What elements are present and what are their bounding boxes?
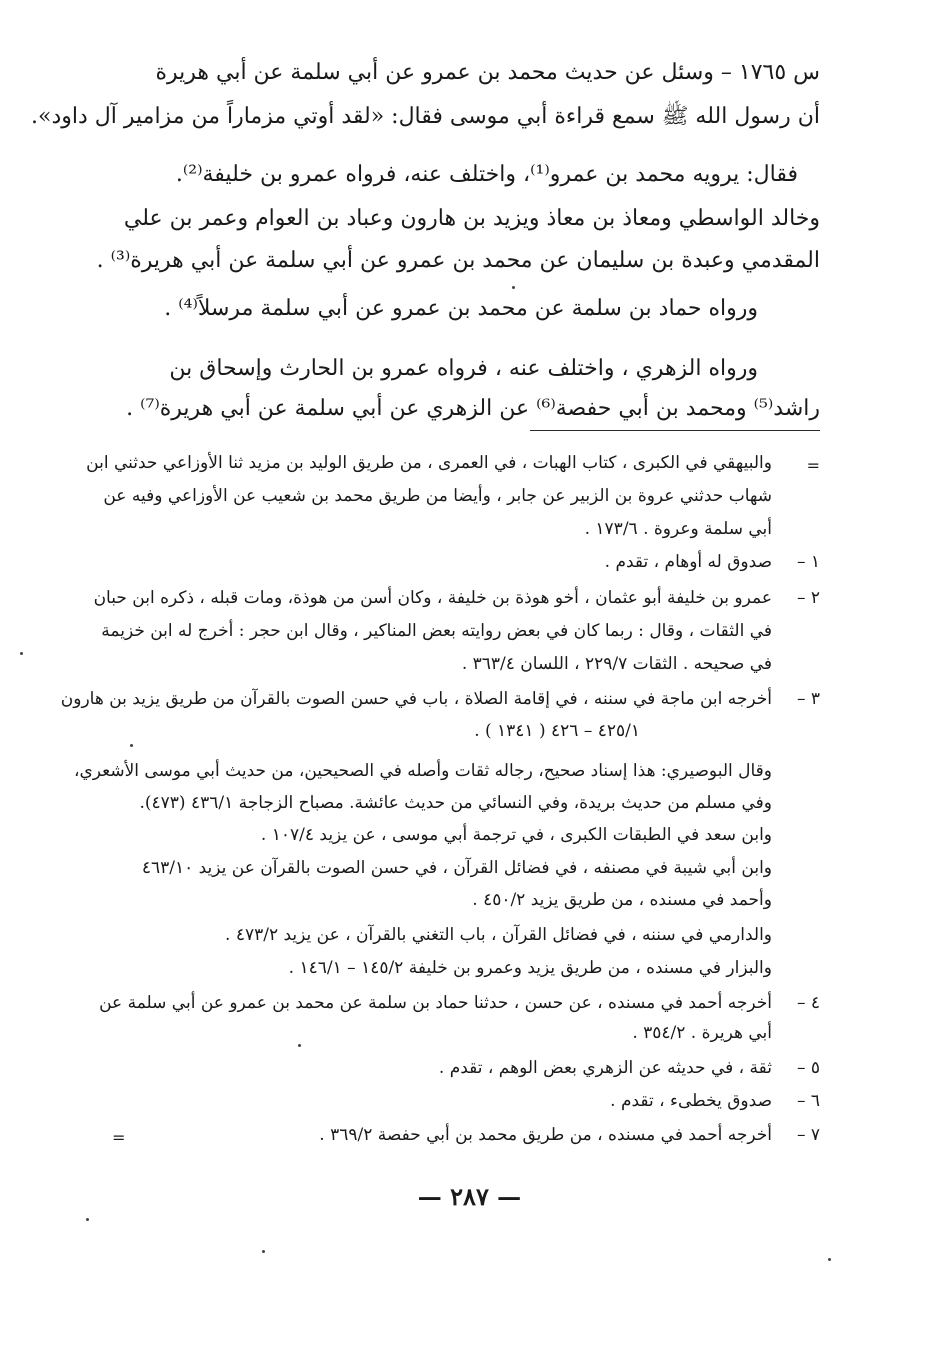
footnote-number: ٤ –: [796, 993, 820, 1013]
main-line: ورواه حماد بن سلمة عن محمد بن عمرو عن أبي سلمة مرسلاً⁽⁴⁾ .: [164, 296, 758, 321]
scan-speck: [86, 1218, 89, 1221]
footnote-number: ٥ –: [796, 1058, 820, 1078]
footnote-line: صدوق يخطىء ، تقدم .: [610, 1091, 772, 1111]
footnote-number: ٣ –: [796, 689, 820, 709]
bottom-marker: =: [112, 1128, 126, 1147]
footnote-number: ١ –: [796, 552, 820, 572]
scan-speck: [828, 1258, 831, 1261]
scan-speck: [512, 286, 515, 289]
footnote-line: وابن سعد في الطبقات الكبرى ، في ترجمة أبي موسى ، عن يزيد ١٠٧/٤ .: [260, 825, 772, 845]
footnote-line: صدوق له أوهام ، تقدم .: [604, 552, 772, 572]
main-line: س ١٧٦٥ – وسئل عن حديث محمد بن عمرو عن أبي سلمة عن أبي هريرة: [155, 60, 820, 85]
footnote-number: ٦ –: [796, 1091, 820, 1111]
main-line: المقدمي وعبدة بن سليمان عن محمد بن عمرو عن أبي سلمة عن أبي هريرة⁽³⁾ .: [96, 248, 820, 273]
page-number: — ٢٨٧ —: [417, 1182, 522, 1211]
footnote-separator: [530, 430, 820, 431]
footnote-line: ٤٢٥/١ – ٤٢٦ ( ١٣٤١ ) .: [474, 721, 640, 741]
footnote-line: وابن أبي شيبة في مصنفه ، في فضائل القرآن ، في حسن الصوت بالقرآن عن يزيد ٤٦٣/١٠: [141, 858, 772, 878]
main-line: راشد⁽⁵⁾ ومحمد بن أبي حفصة⁽⁶⁾ عن الزهري عن أبي سلمة عن أبي هريرة⁽⁷⁾ .: [126, 396, 820, 421]
scan-speck: [130, 744, 133, 747]
footnote-line: وقال البوصيري: هذا إسناد صحيح، رجاله ثقات وأصله في الصحيحين، من حديث أبي موسى الأشعري،: [73, 761, 772, 781]
continuation-marker: =: [806, 456, 820, 475]
footnote-line: في صحيحه . الثقات ٢٢٩/٧ ، اللسان ٣٦٣/٤ .: [461, 654, 772, 674]
footnote-line: أبي سلمة وعروة . ١٧٣/٦ .: [584, 519, 772, 539]
scan-speck: [298, 1044, 301, 1047]
footnote-line: وفي مسلم من حديث بريدة، وفي النسائي من حديث عائشة. مصباح الزجاجة ٤٣٦/١ (٤٧٣).: [139, 793, 772, 813]
footnote-line: ثقة ، في حديثه عن الزهري بعض الوهم ، تقدم .: [438, 1058, 772, 1078]
main-line: ورواه الزهري ، واختلف عنه ، فرواه عمرو بن الحارث وإسحاق بن: [169, 356, 758, 381]
footnote-line: عمرو بن خليفة أبو عثمان ، أخو هوذة بن خليفة ، وكان أسن من هوذة، ومات قبله ، ذكره ابن حبان: [93, 588, 772, 608]
footnote-line: شهاب حدثني عروة بن الزبير عن جابر ، وأيضا من طريق محمد بن شعيب عن الأوزاعي وفيه عن: [103, 486, 772, 506]
footnote-number: ٢ –: [796, 588, 820, 608]
footnote-line: والبيهقي في الكبرى ، كتاب الهبات ، في العمرى ، من طريق الوليد بن مزيد ثنا الأوزاعي حدثني ابن: [86, 453, 772, 473]
scan-speck: [20, 652, 23, 655]
footnote-line: أخرجه أحمد في مسنده ، عن حسن ، حدثنا حماد بن سلمة عن محمد بن عمرو عن أبي سلمة عن: [99, 993, 772, 1013]
footnote-line: وأحمد في مسنده ، من طريق يزيد ٤٥٠/٢ .: [472, 890, 772, 910]
footnote-number: ٧ –: [796, 1125, 820, 1145]
footnote-line: أبي هريرة . ٣٥٤/٢ .: [632, 1023, 772, 1043]
main-line: فقال: يرويه محمد بن عمرو⁽¹⁾، واختلف عنه، فرواه عمرو بن خليفة⁽²⁾.: [175, 162, 798, 187]
footnote-line: والبزار في مسنده ، من طريق يزيد وعمرو بن خليفة ١٤٥/٢ – ١٤٦/١ .: [288, 958, 772, 978]
footnote-line: أخرجه ابن ماجة في سننه ، في إقامة الصلاة ، باب في حسن الصوت بالقرآن من طريق يزيد بن هارون: [60, 689, 772, 709]
footnote-line: والدارمي في سننه ، في فضائل القرآن ، باب التغني بالقرآن ، عن يزيد ٤٧٣/٢ .: [225, 925, 772, 945]
footnote-line: أخرجه أحمد في مسنده ، من طريق محمد بن أبي حفصة ٣٦٩/٢ .: [319, 1125, 772, 1145]
footnote-line: في الثقات ، وقال : ربما كان في بعض روايته بعض المناكير ، وقال ابن حجر : أخرج له ابن خزيمة: [101, 621, 772, 641]
main-line: وخالد الواسطي ومعاذ بن معاذ ويزيد بن هارون وعباد بن العوام وعمر بن علي: [123, 206, 820, 231]
main-line: أن رسول الله ﷺ سمع قراءة أبي موسى فقال: «لقد أوتي مزماراً من مزامير آل داود».: [31, 104, 820, 129]
scan-speck: [262, 1250, 265, 1253]
